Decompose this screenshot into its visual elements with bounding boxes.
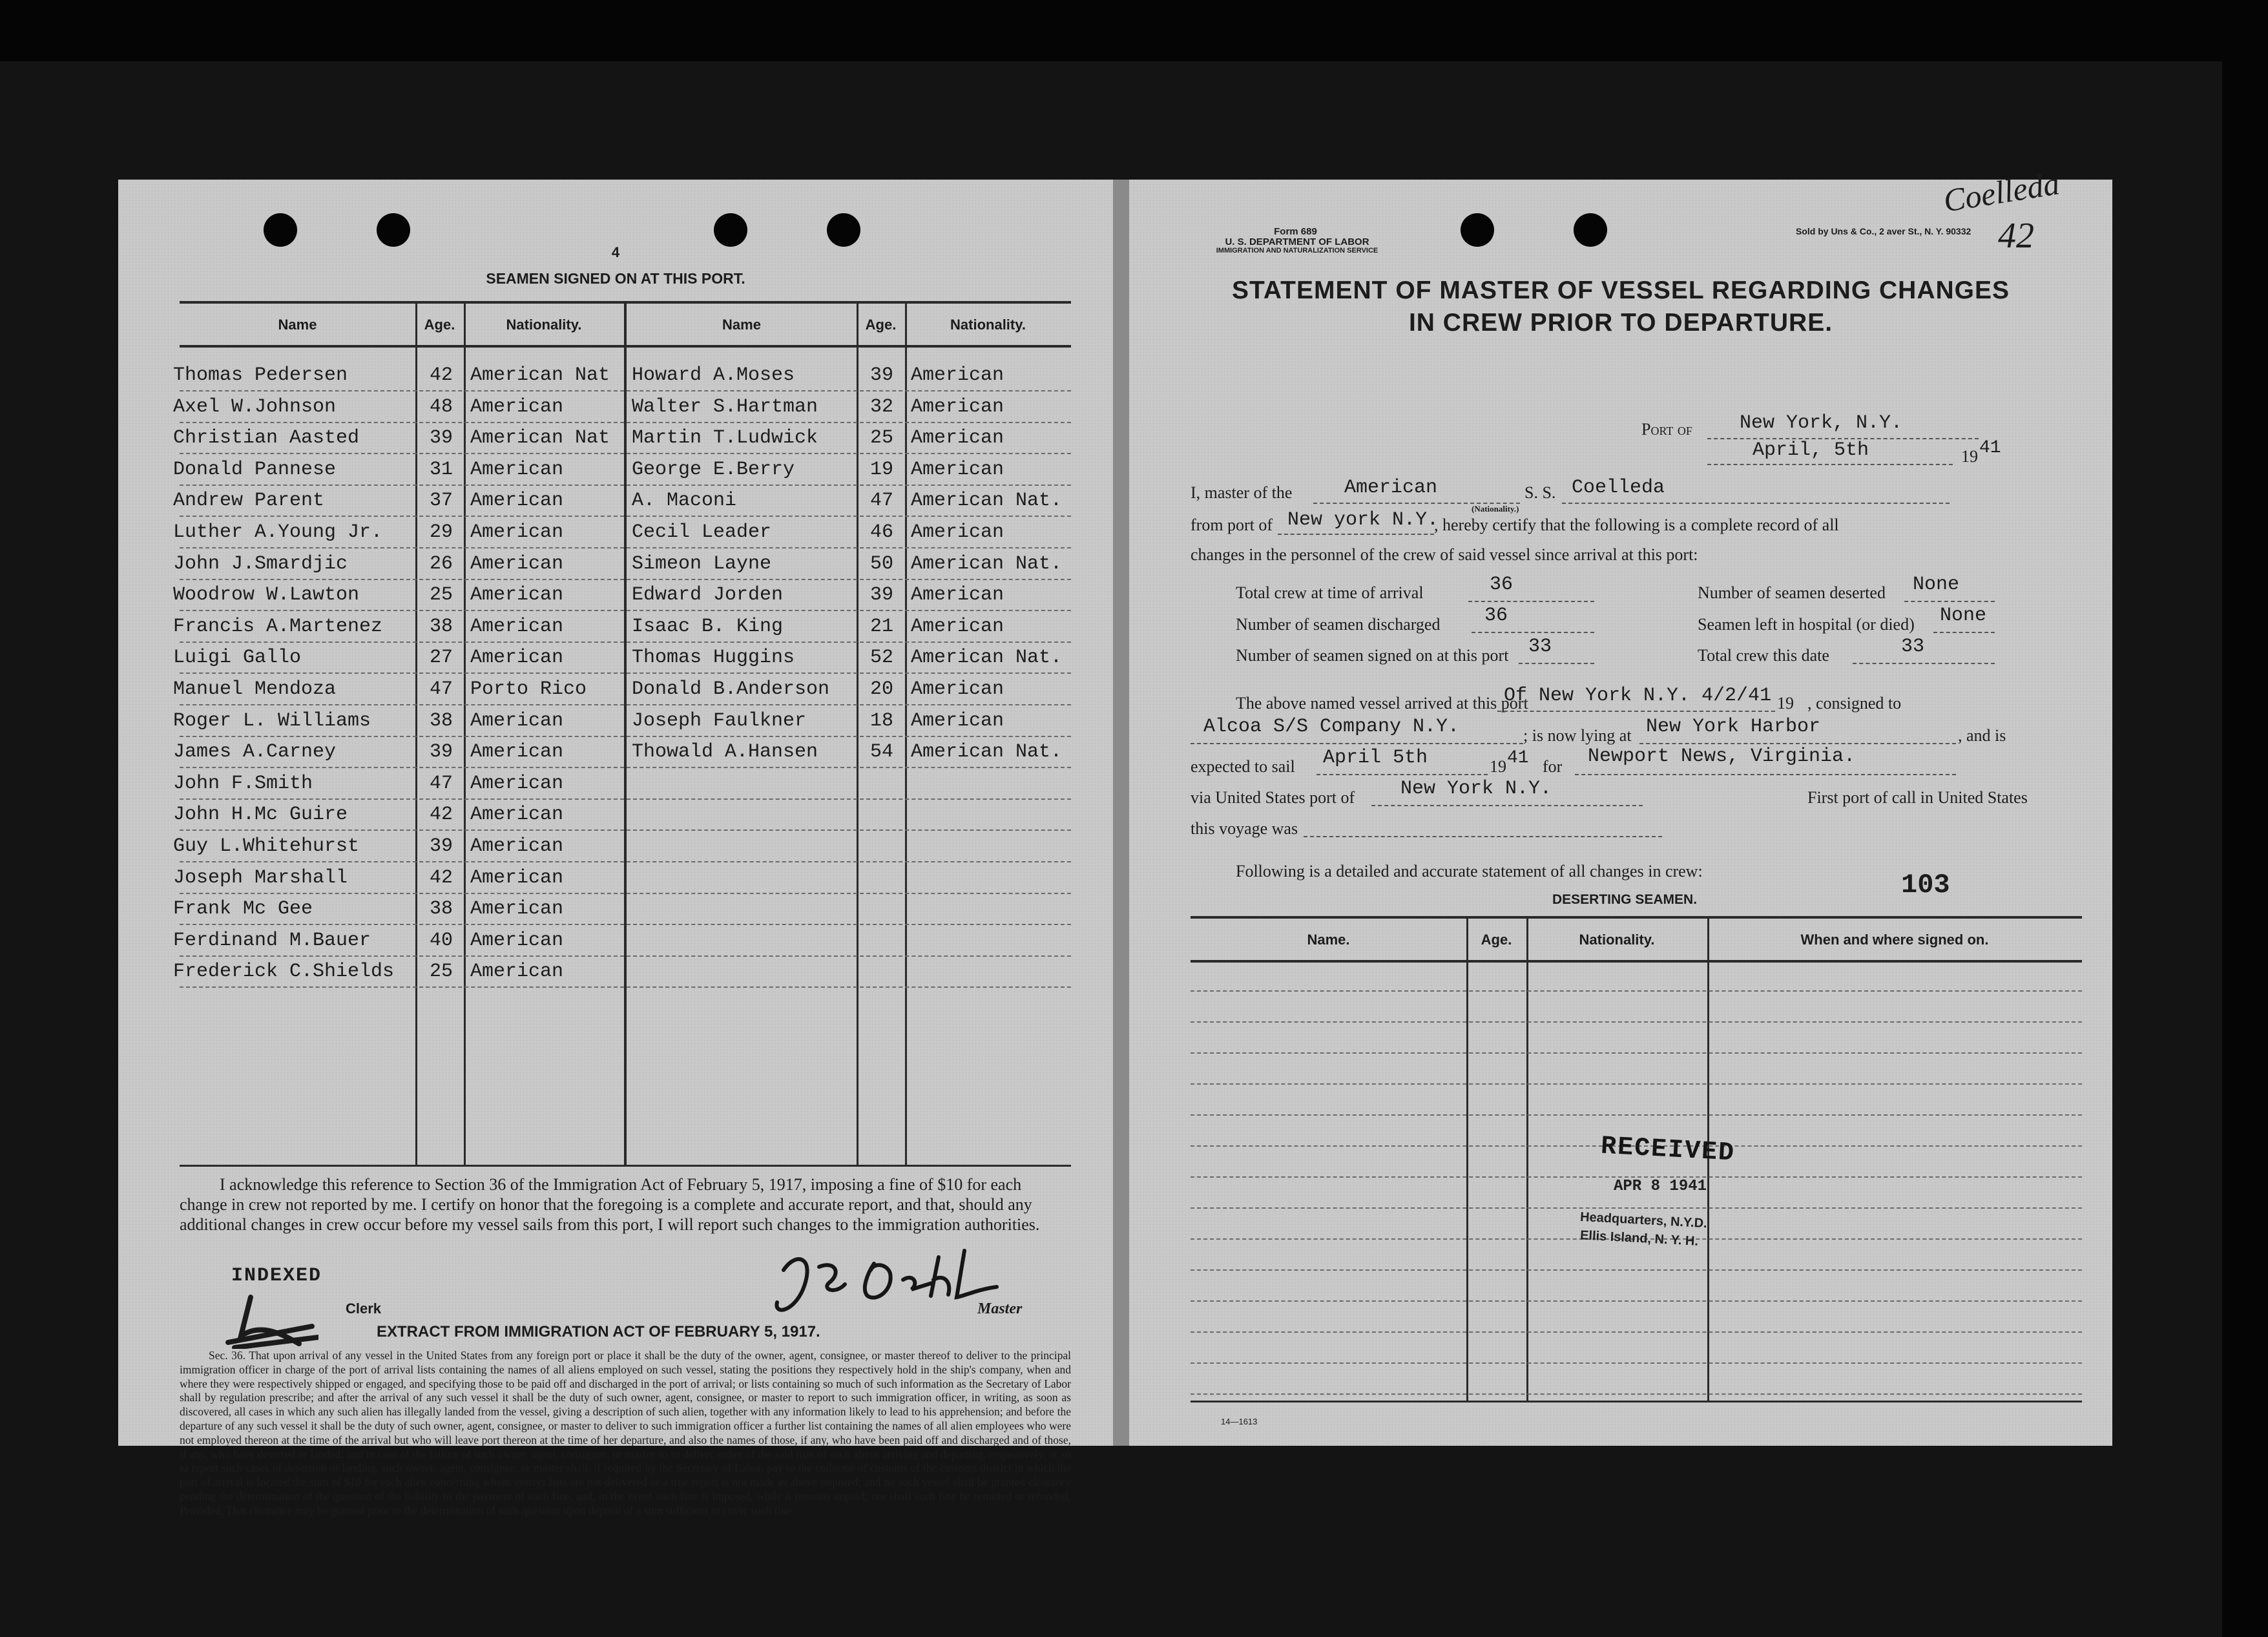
sail-date-value: April 5th [1323, 747, 1428, 769]
table-rule [1191, 916, 2082, 919]
arrived-year: 19 [1777, 694, 1794, 713]
cell-age: 21 [869, 615, 893, 638]
section-title: SEAMEN SIGNED ON AT THIS PORT. [486, 270, 745, 287]
cell-nationality: American [911, 615, 1004, 638]
date-line [1707, 464, 1953, 465]
header-name: Name. [1307, 932, 1350, 948]
cell-age: 25 [869, 427, 893, 450]
cell-age: 18 [869, 709, 893, 732]
cell-nationality: American [470, 741, 564, 764]
expected-label: expected to sail [1191, 757, 1295, 776]
cell-nationality: American [470, 584, 564, 607]
column-divider [1526, 916, 1528, 1401]
cell-nationality: American [470, 709, 564, 732]
acknowledgment-text: I acknowledge this reference to Section 36 of the Immigration Act of February 5, 1917, imposing a fine of $10 for each change in crew not reported by me. I certify on honor that the foregoing is a complete and accurate report, and that, should any additional changes in crew occur before my vessel sails from this port, I will report such changes to the immigration authorities. [180, 1175, 1040, 1234]
for-label: for [1543, 757, 1563, 776]
row-rule [1191, 1300, 2082, 1302]
cell-age: 48 [429, 395, 453, 418]
column-divider [464, 301, 466, 1167]
cell-name: Ferdinand M.Bauer [173, 929, 371, 952]
punch-hole [714, 213, 747, 247]
cell-name: Isaac B. King [632, 615, 784, 638]
stamp-number: 103 [1901, 870, 1950, 901]
sail-date-line [1316, 774, 1488, 775]
column-divider [1466, 916, 1468, 1401]
footer-code: 14—1613 [1221, 1417, 1258, 1426]
row-rule [180, 516, 1071, 517]
header-when-where: When and where signed on. [1800, 932, 1989, 948]
cell-name: Edward Jorden [632, 584, 784, 607]
page-gutter [1113, 180, 1129, 1446]
arrived-value: Of New York N.Y. 4/2/41 [1504, 685, 1772, 707]
cell-name: Roger L. Williams [173, 709, 371, 732]
discharged-label: Number of seamen discharged [1236, 615, 1441, 634]
extract-title: EXTRACT FROM IMMIGRATION ACT OF FEBRUARY 5, 1917. [377, 1323, 820, 1340]
sail-year: 41 [1507, 748, 1529, 768]
handwritten-ship-name: Coelleda [1940, 165, 2062, 219]
from-port-line [1278, 534, 1434, 535]
stat-line [1472, 632, 1594, 633]
seamen-signed-on-table [173, 301, 1071, 1167]
cell-age: 38 [429, 898, 453, 921]
lying-line [1639, 743, 1956, 744]
consignee-line [1191, 743, 1523, 744]
certify-text-2: changes in the personnel of the crew of said vessel since arrival at this port: [1191, 545, 1698, 564]
cell-name: John F.Smith [173, 772, 313, 795]
cell-nationality: American [470, 772, 564, 795]
row-rule [1191, 990, 2082, 992]
cell-nationality: American [911, 364, 1004, 386]
cell-nationality: American Nat [470, 364, 610, 386]
cell-name: Axel W.Johnson [173, 395, 337, 418]
cell-nationality: American Nat. [911, 647, 1063, 669]
cell-nationality: American [470, 490, 564, 512]
department-name: U. S. DEPARTMENT OF LABOR [1225, 236, 1369, 247]
cell-age: 46 [869, 521, 893, 543]
header-nationality: Nationality. [506, 317, 582, 333]
cell-nationality: American [911, 584, 1004, 607]
deserted-label: Number of seamen deserted [1698, 583, 1886, 602]
cell-nationality: American [470, 961, 564, 983]
cell-name: Luigi Gallo [173, 647, 302, 669]
cell-name: Simeon Layne [632, 552, 772, 575]
cell-age: 37 [429, 490, 453, 512]
header-age: Age. [1481, 932, 1512, 948]
column-divider [415, 301, 417, 1167]
received-stamp: RECEIVED [1599, 1132, 1736, 1169]
stat-line [1468, 601, 1594, 602]
stat-line [1853, 663, 1995, 664]
form-title-line2: IN CREW PRIOR TO DEPARTURE. [1408, 309, 1833, 337]
cell-age: 38 [429, 709, 453, 732]
and-is-label: , and is [1958, 726, 2006, 745]
master-label: Master [977, 1300, 1023, 1317]
cell-nationality: American [470, 647, 564, 669]
page-number: 4 [611, 244, 620, 260]
cell-nationality: American [911, 458, 1004, 481]
ship-value: Coelleda [1572, 477, 1665, 499]
header-age: Age. [865, 317, 897, 333]
cell-name: Woodrow W.Lawton [173, 584, 360, 607]
cell-age: 39 [429, 427, 453, 450]
row-rule [180, 955, 1071, 957]
row-rule [180, 986, 1071, 988]
voyage-line [1304, 836, 1662, 837]
arrived-line [1497, 711, 1775, 712]
row-rule [1191, 1269, 2082, 1271]
total-crew-date-label: Total crew this date [1698, 646, 1829, 665]
cell-age: 47 [429, 678, 453, 700]
cell-name: Christian Aasted [173, 427, 360, 450]
cell-nationality: American [470, 395, 564, 418]
ship-line [1562, 503, 1950, 504]
cell-nationality: American [470, 615, 564, 638]
cell-nationality: American [911, 427, 1004, 450]
row-rule [180, 798, 1071, 800]
cell-nationality: American [470, 458, 564, 481]
row-rule [180, 767, 1071, 768]
year-prefix: 19 [1961, 447, 1978, 466]
destination-line [1575, 774, 1956, 775]
row-rule [180, 610, 1071, 611]
row-rule [180, 547, 1071, 548]
stat-line [1933, 632, 1995, 633]
total-crew-date-value: 33 [1901, 636, 1925, 658]
cell-name: Thomas Pedersen [173, 364, 348, 386]
cell-age: 52 [869, 647, 893, 669]
cell-age: 39 [429, 741, 453, 764]
cell-nationality: American Nat. [911, 552, 1063, 575]
cell-age: 47 [429, 772, 453, 795]
via-label: via United States port of [1191, 788, 1355, 807]
total-crew-arrival-label: Total crew at time of arrival [1236, 583, 1424, 602]
signed-on-label: Number of seamen signed on at this port [1236, 646, 1509, 665]
cell-age: 39 [429, 835, 453, 857]
nationality-caption: (Nationality.) [1472, 504, 1519, 514]
cell-nationality: American Nat [470, 427, 610, 450]
row-rule [180, 924, 1071, 925]
header-nationality: Nationality. [1579, 932, 1655, 948]
row-rule [1191, 1083, 2082, 1085]
cell-age: 38 [429, 615, 453, 638]
cell-nationality: American [911, 521, 1004, 543]
row-rule [180, 673, 1071, 674]
cell-nationality: American [911, 709, 1004, 732]
row-rule [1191, 1021, 2082, 1023]
cell-age: 26 [429, 552, 453, 575]
cell-nationality: American [470, 929, 564, 952]
cell-age: 54 [869, 741, 893, 764]
cell-age: 39 [869, 364, 893, 386]
destination-value: Newport News, Virginia. [1588, 746, 1856, 767]
cell-nationality: Porto Rico [470, 678, 587, 700]
via-line [1371, 805, 1643, 806]
cell-name: Walter S.Hartman [632, 395, 818, 418]
arrived-label: The above named vessel arrived at this port [1236, 694, 1528, 713]
row-rule [180, 390, 1071, 391]
handwritten-number: 42 [1998, 216, 2034, 256]
row-rule [180, 641, 1071, 643]
voyage-label: this voyage was [1191, 819, 1298, 838]
left-page [118, 180, 1113, 1517]
row-rule [1191, 1114, 2082, 1116]
consignee-value: Alcoa S/S Company N.Y. [1203, 716, 1460, 738]
row-rule [180, 485, 1071, 486]
received-date: APR 8 1941 [1614, 1178, 1707, 1195]
cell-nationality: American Nat. [911, 490, 1063, 512]
film-border-top [0, 0, 2268, 61]
form-number: Form 689 [1274, 226, 1317, 237]
stat-line [1519, 663, 1594, 664]
cell-nationality: American [470, 521, 564, 543]
cell-name: Thowald A.Hansen [632, 741, 818, 764]
deserted-value: None [1913, 574, 1960, 596]
cell-name: Howard A.Moses [632, 364, 795, 386]
from-port-label: from port of [1191, 516, 1273, 534]
cell-name: Cecil Leader [632, 521, 772, 543]
cell-age: 25 [429, 584, 453, 607]
header-age: Age. [424, 317, 455, 333]
cell-age: 19 [869, 458, 893, 481]
cell-nationality: American Nat. [911, 741, 1063, 764]
ss-label: S. S. [1524, 483, 1556, 502]
service-name: IMMIGRATION AND NATURALIZATION SERVICE [1216, 247, 1378, 255]
total-crew-arrival-value: 36 [1490, 574, 1514, 596]
punch-hole [1574, 213, 1607, 247]
from-port-value: New york N.Y. [1287, 509, 1439, 531]
cell-age: 42 [429, 866, 453, 889]
cell-age: 42 [429, 804, 453, 826]
extract-body: Sec. 36. That upon arrival of any vessel in the United States from any foreign port or place it shall be the duty of the owner, agent, consignee, or master thereof to deliver to the principal immigration officer in charge of the port of arrival lists containing the names of all aliens employed on such vessel, stating the positions they respectively hold in the ship's company, when and where they were respectively shipped or engaged, and specifying those to be paid off and discharged in the port of arrival; or lists containing so much of such information as the Secretary of Labor shall by regulation prescribe; and after the arrival of any such vessel it shall be the duty of such owner, agent, consignee, or master to report to such immigration officer, in writing, as soon as discovered, all cases in which any such alien has illegally landed from the vessel, giving a description of such alien, together with any information likely to lead to his apprehension; and before the departure of any such vessel it shall be the duty of such owner, agent, consignee, or master to deliver to such immigration officer a further list containing the names of all alien employees who were not employed thereon at the time of the arrival but who will leave port thereon at the time of her departure, and also the names of those, if any, who have been paid off and discharged and of those, if any, who have deserted or landed; and in case of the failure of such owner, agent, consignee, or master so to deliver either of the said lists of such aliens arriving and departing, respectively, or so to report such cases of desertion or landing, such owner, agent, consignee, or master shall, if required by the Secretary of Labor, pay to the collector of customs of the customs district in which the port of arrival is located the sum of $10 for each alien concerning whom correct lists are not delivered or a true report is not made as above required; and no such vessel shall be granted clearance pending the determination of the question of the liability to the payment of such fine, and, in the event such fine is imposed, while it remains unpaid; nor shall such fine be remitted or refunded; Provided, That clearance may be granted prior to the determination of such question upon deposit of a sum sufficient to cover such fine. [180, 1349, 1071, 1517]
cell-name: Donald Pannese [173, 458, 337, 481]
header-nationality: Nationality. [950, 317, 1026, 333]
cell-name: Guy L.Whitehurst [173, 835, 360, 857]
master-of-label: I, master of the [1191, 483, 1293, 502]
row-rule [1191, 1393, 2082, 1395]
signed-on-value: 33 [1528, 636, 1552, 658]
cell-age: 31 [429, 458, 453, 481]
cell-nationality: American [470, 866, 564, 889]
cell-nationality: American [470, 552, 564, 575]
cell-name: Luther A.Young Jr. [173, 521, 383, 543]
sold-by-imprint: Sold by Uns & Co., 2 aver St., N. Y. 90332 [1796, 226, 1971, 236]
certify-text: , hereby certify that the following is a complete record of all [1434, 516, 1839, 534]
film-border-right [2222, 0, 2268, 1637]
cell-nationality: American [911, 678, 1004, 700]
cell-age: 27 [429, 647, 453, 669]
punch-hole [827, 213, 860, 247]
cell-age: 32 [869, 395, 893, 418]
cell-nationality: American [470, 898, 564, 921]
date-value: April, 5th [1753, 439, 1869, 461]
row-rule [180, 453, 1071, 454]
cell-name: A. Maconi [632, 490, 737, 512]
sail-year-prefix: 19 [1490, 757, 1506, 776]
table-rule [1191, 960, 2082, 963]
row-rule [180, 736, 1071, 737]
cell-name: Manuel Mendoza [173, 678, 337, 700]
table-rule [1191, 1401, 2082, 1402]
row-rule [180, 829, 1071, 831]
cell-name: James A.Carney [173, 741, 337, 764]
row-rule [1191, 1052, 2082, 1054]
row-rule [180, 893, 1071, 894]
indexed-stamp: INDEXED [231, 1265, 322, 1287]
cell-age: 42 [429, 364, 453, 386]
discharged-value: 36 [1484, 605, 1508, 627]
port-label: Port of [1641, 420, 1692, 439]
cell-name: Andrew Parent [173, 490, 325, 512]
hospital-value: None [1940, 605, 1987, 627]
cell-age: 40 [429, 929, 453, 952]
cell-age: 20 [869, 678, 893, 700]
cell-name: Frank Mc Gee [173, 898, 313, 921]
right-page [1129, 165, 2112, 1446]
clerk-label: Clerk [346, 1300, 382, 1317]
deserting-title: DESERTING SEAMEN. [1552, 892, 1698, 907]
row-rule [180, 704, 1071, 705]
header-name: Name [278, 317, 317, 333]
cell-name: John J.Smardjic [173, 552, 348, 575]
row-rule [180, 422, 1071, 423]
cell-name: Martin T.Ludwick [632, 427, 818, 450]
row-rule [1191, 1207, 2082, 1209]
cell-name: George E.Berry [632, 458, 795, 481]
cell-name: Francis A.Martenez [173, 615, 383, 638]
first-port-label: First port of call in United States [1807, 788, 2028, 807]
cell-nationality: American [470, 804, 564, 826]
cell-age: 50 [869, 552, 893, 575]
received-place-2: Ellis Island, N. Y. H. [1579, 1228, 1699, 1249]
punch-hole [1461, 213, 1494, 247]
cell-name: Thomas Huggins [632, 647, 795, 669]
cell-name: John H.Mc Guire [173, 804, 348, 826]
cell-age: 25 [429, 961, 453, 983]
hospital-label: Seamen left in hospital (or died) [1698, 615, 1915, 634]
year-value: 41 [1979, 438, 2001, 458]
cell-name: Donald B.Anderson [632, 678, 830, 700]
received-place-1: Headquarters, N.Y.D. [1579, 1209, 1708, 1231]
following-text: Following is a detailed and accurate statement of all changes in crew: [1236, 862, 1703, 881]
port-value: New York, N.Y. [1740, 412, 1903, 434]
clerk-scribble [222, 1291, 318, 1349]
column-divider [624, 301, 627, 1167]
punch-hole [377, 213, 410, 247]
row-rule [1191, 1331, 2082, 1333]
lying-value: New York Harbor [1646, 716, 1821, 738]
punch-hole [264, 213, 297, 247]
cell-nationality: American [470, 835, 564, 857]
cell-name: Frederick C.Shields [173, 961, 395, 983]
header-name: Name [722, 317, 761, 333]
form-title-line1: STATEMENT OF MASTER OF VESSEL REGARDING CHANGES [1231, 276, 2010, 304]
via-value: New York N.Y. [1400, 778, 1552, 800]
column-divider [905, 301, 907, 1167]
consigned-label: , consigned to [1807, 694, 1902, 713]
cell-name: Joseph Faulkner [632, 709, 807, 732]
cell-name: Joseph Marshall [173, 866, 348, 889]
nationality-value: American [1344, 477, 1438, 499]
row-rule [1191, 1362, 2082, 1364]
lying-label: ; is now lying at [1523, 726, 1632, 745]
row-rule [180, 861, 1071, 862]
cell-age: 47 [869, 490, 893, 512]
cell-age: 39 [869, 584, 893, 607]
cell-nationality: American [911, 395, 1004, 418]
stat-line [1904, 601, 1995, 602]
cell-age: 29 [429, 521, 453, 543]
row-rule [180, 579, 1071, 580]
